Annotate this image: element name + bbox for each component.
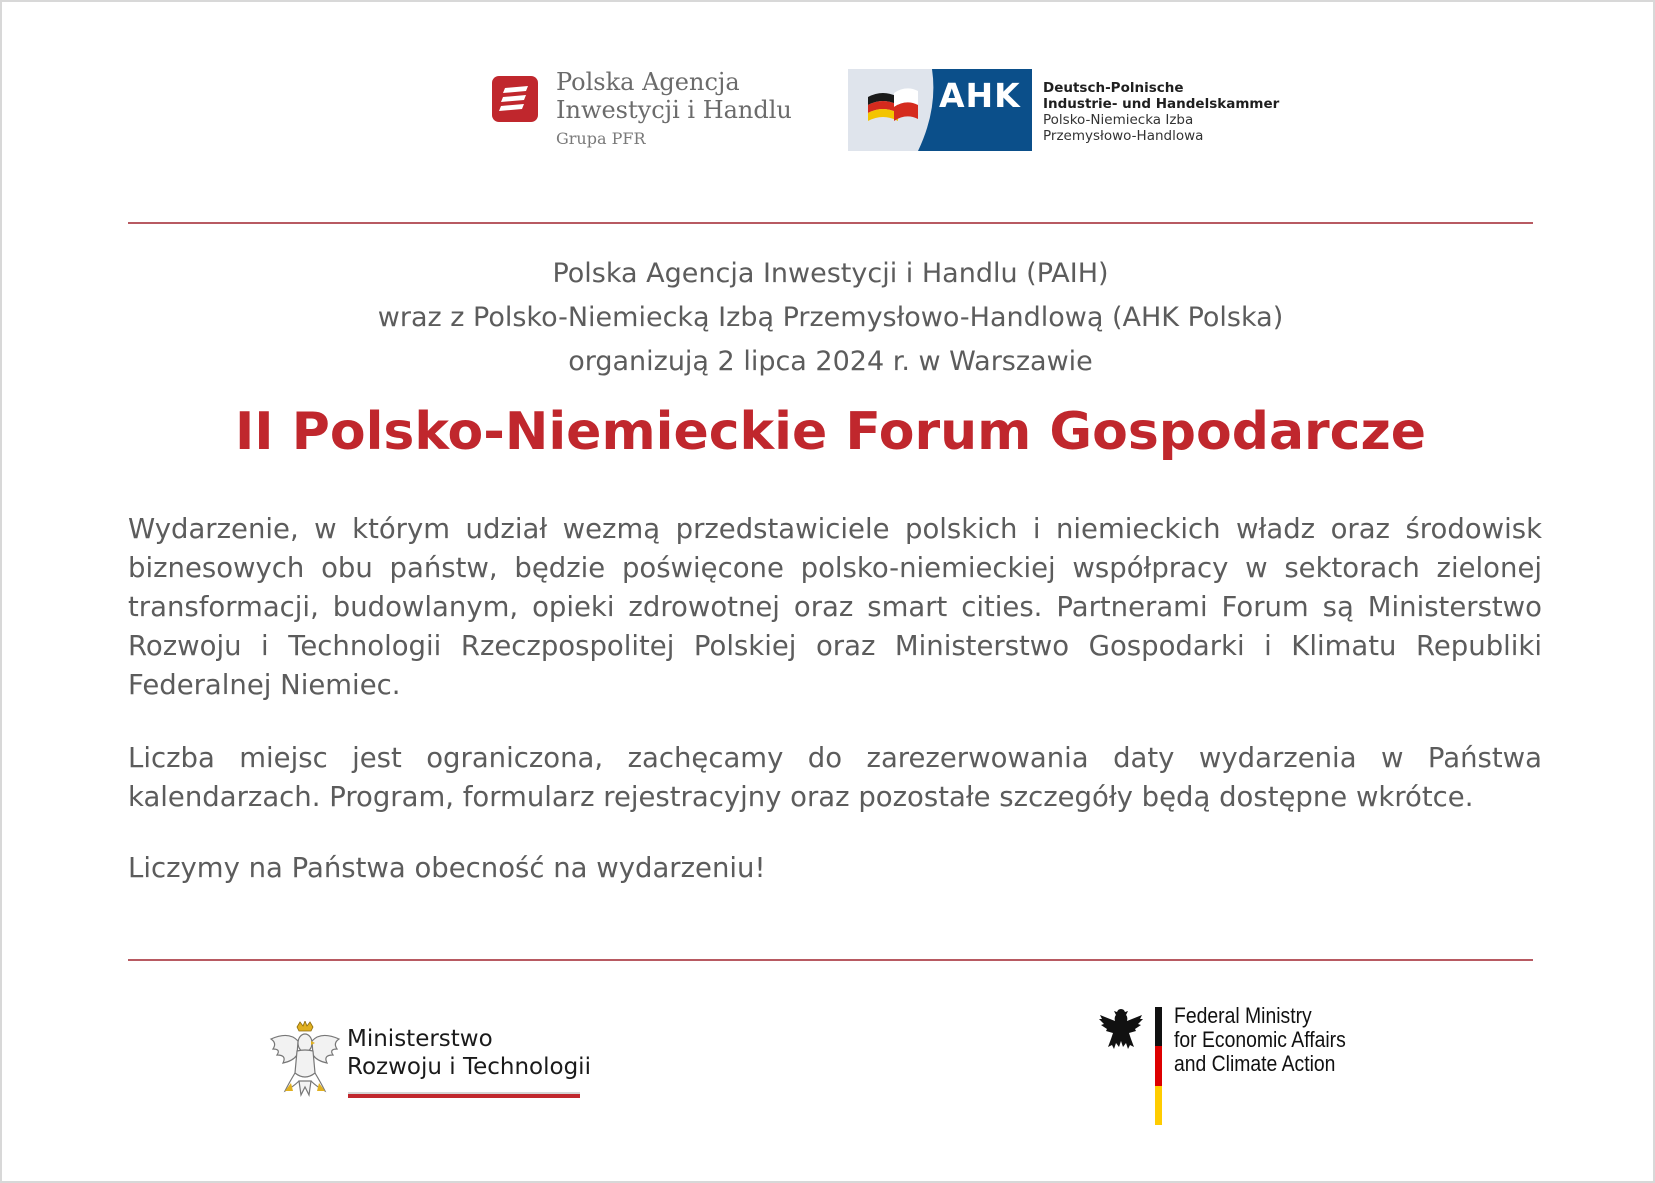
bmwk-line1: Federal Ministry — [1174, 1003, 1312, 1028]
bmwk-line2: for Economic Affairs — [1174, 1027, 1346, 1052]
mrit-line1: Ministerstwo — [347, 1026, 493, 1052]
intro — [128, 252, 1533, 384]
ahk-logo-text — [1043, 80, 1279, 144]
intro-line1: Polska Agencja Inwestycji i Handlu (PAIH) — [552, 258, 1109, 289]
intro-line2: wraz z Polsko-Niemiecką Izbą Przemysłowo-Handlową (AHK Polska) — [377, 302, 1284, 333]
ahk-wordmark: AHK — [939, 76, 1021, 115]
bmwk-line3: and Climate Action — [1174, 1051, 1336, 1076]
paih-group: Grupa PFR — [556, 129, 646, 148]
paih-name-line1: Polska Agencja — [556, 68, 740, 96]
intro-line3: organizują 2 lipca 2024 r. w Warszawie — [568, 346, 1093, 377]
paih-logo-icon — [492, 76, 538, 122]
top-divider — [128, 222, 1533, 224]
body-paragraph-3: Liczymy na Państwa obecność na wydarzeniu! — [128, 852, 766, 884]
event-title: II Polsko-Niemieckie Forum Gospodarcze — [234, 402, 1427, 462]
mrit-flag-bar — [348, 1092, 580, 1098]
mrit-line2: Rozwoju i Technologii — [347, 1054, 591, 1080]
paih-logo-text — [556, 68, 792, 150]
paih-name-line2: Inwestycji i Handlu — [556, 96, 792, 124]
body-paragraph-1: Wydarzenie, w którym udział wezmą przedstawiciele polskich i niemieckich władz oraz środowisk biznesowych obu państw, będzie poświęcone polsko-niemieckiej współpracy w sektorach zielonej transformacji, budowlanym, opieki zdrowotnej oraz smart cities. Partnerami Forum są Ministerstwo Rozwoju i Technologii Rzeczpospolitej Polskiej oraz Ministerstwo Gospodarki i Klimatu Republiki Federalnej Niemiec. — [128, 513, 1542, 701]
bottom-divider — [128, 959, 1533, 961]
mrit-logo-text — [347, 1025, 591, 1081]
german-flag-stripe — [1155, 1007, 1162, 1125]
polish-eagle-icon — [267, 1021, 343, 1099]
ahk-line4: Przemysłowo-Handlowa — [1043, 128, 1204, 144]
body-paragraph-2: Liczba miejsc jest ograniczona, zachęcamy do zarezerwowania daty wydarzenia w Państwa kalendarzach. Program, formularz rejestracyjny oraz pozostałe szczegóły będą dostępne wkrótce. — [128, 742, 1542, 813]
ahk-line2: Industrie- und Handelskammer — [1043, 96, 1280, 112]
federal-eagle-icon — [1098, 1007, 1144, 1051]
ahk-line1: Deutsch-Polnische — [1043, 80, 1184, 96]
bmwk-logo-text — [1174, 1004, 1346, 1076]
ahk-line3: Polsko-Niemiecka Izba — [1043, 112, 1194, 128]
